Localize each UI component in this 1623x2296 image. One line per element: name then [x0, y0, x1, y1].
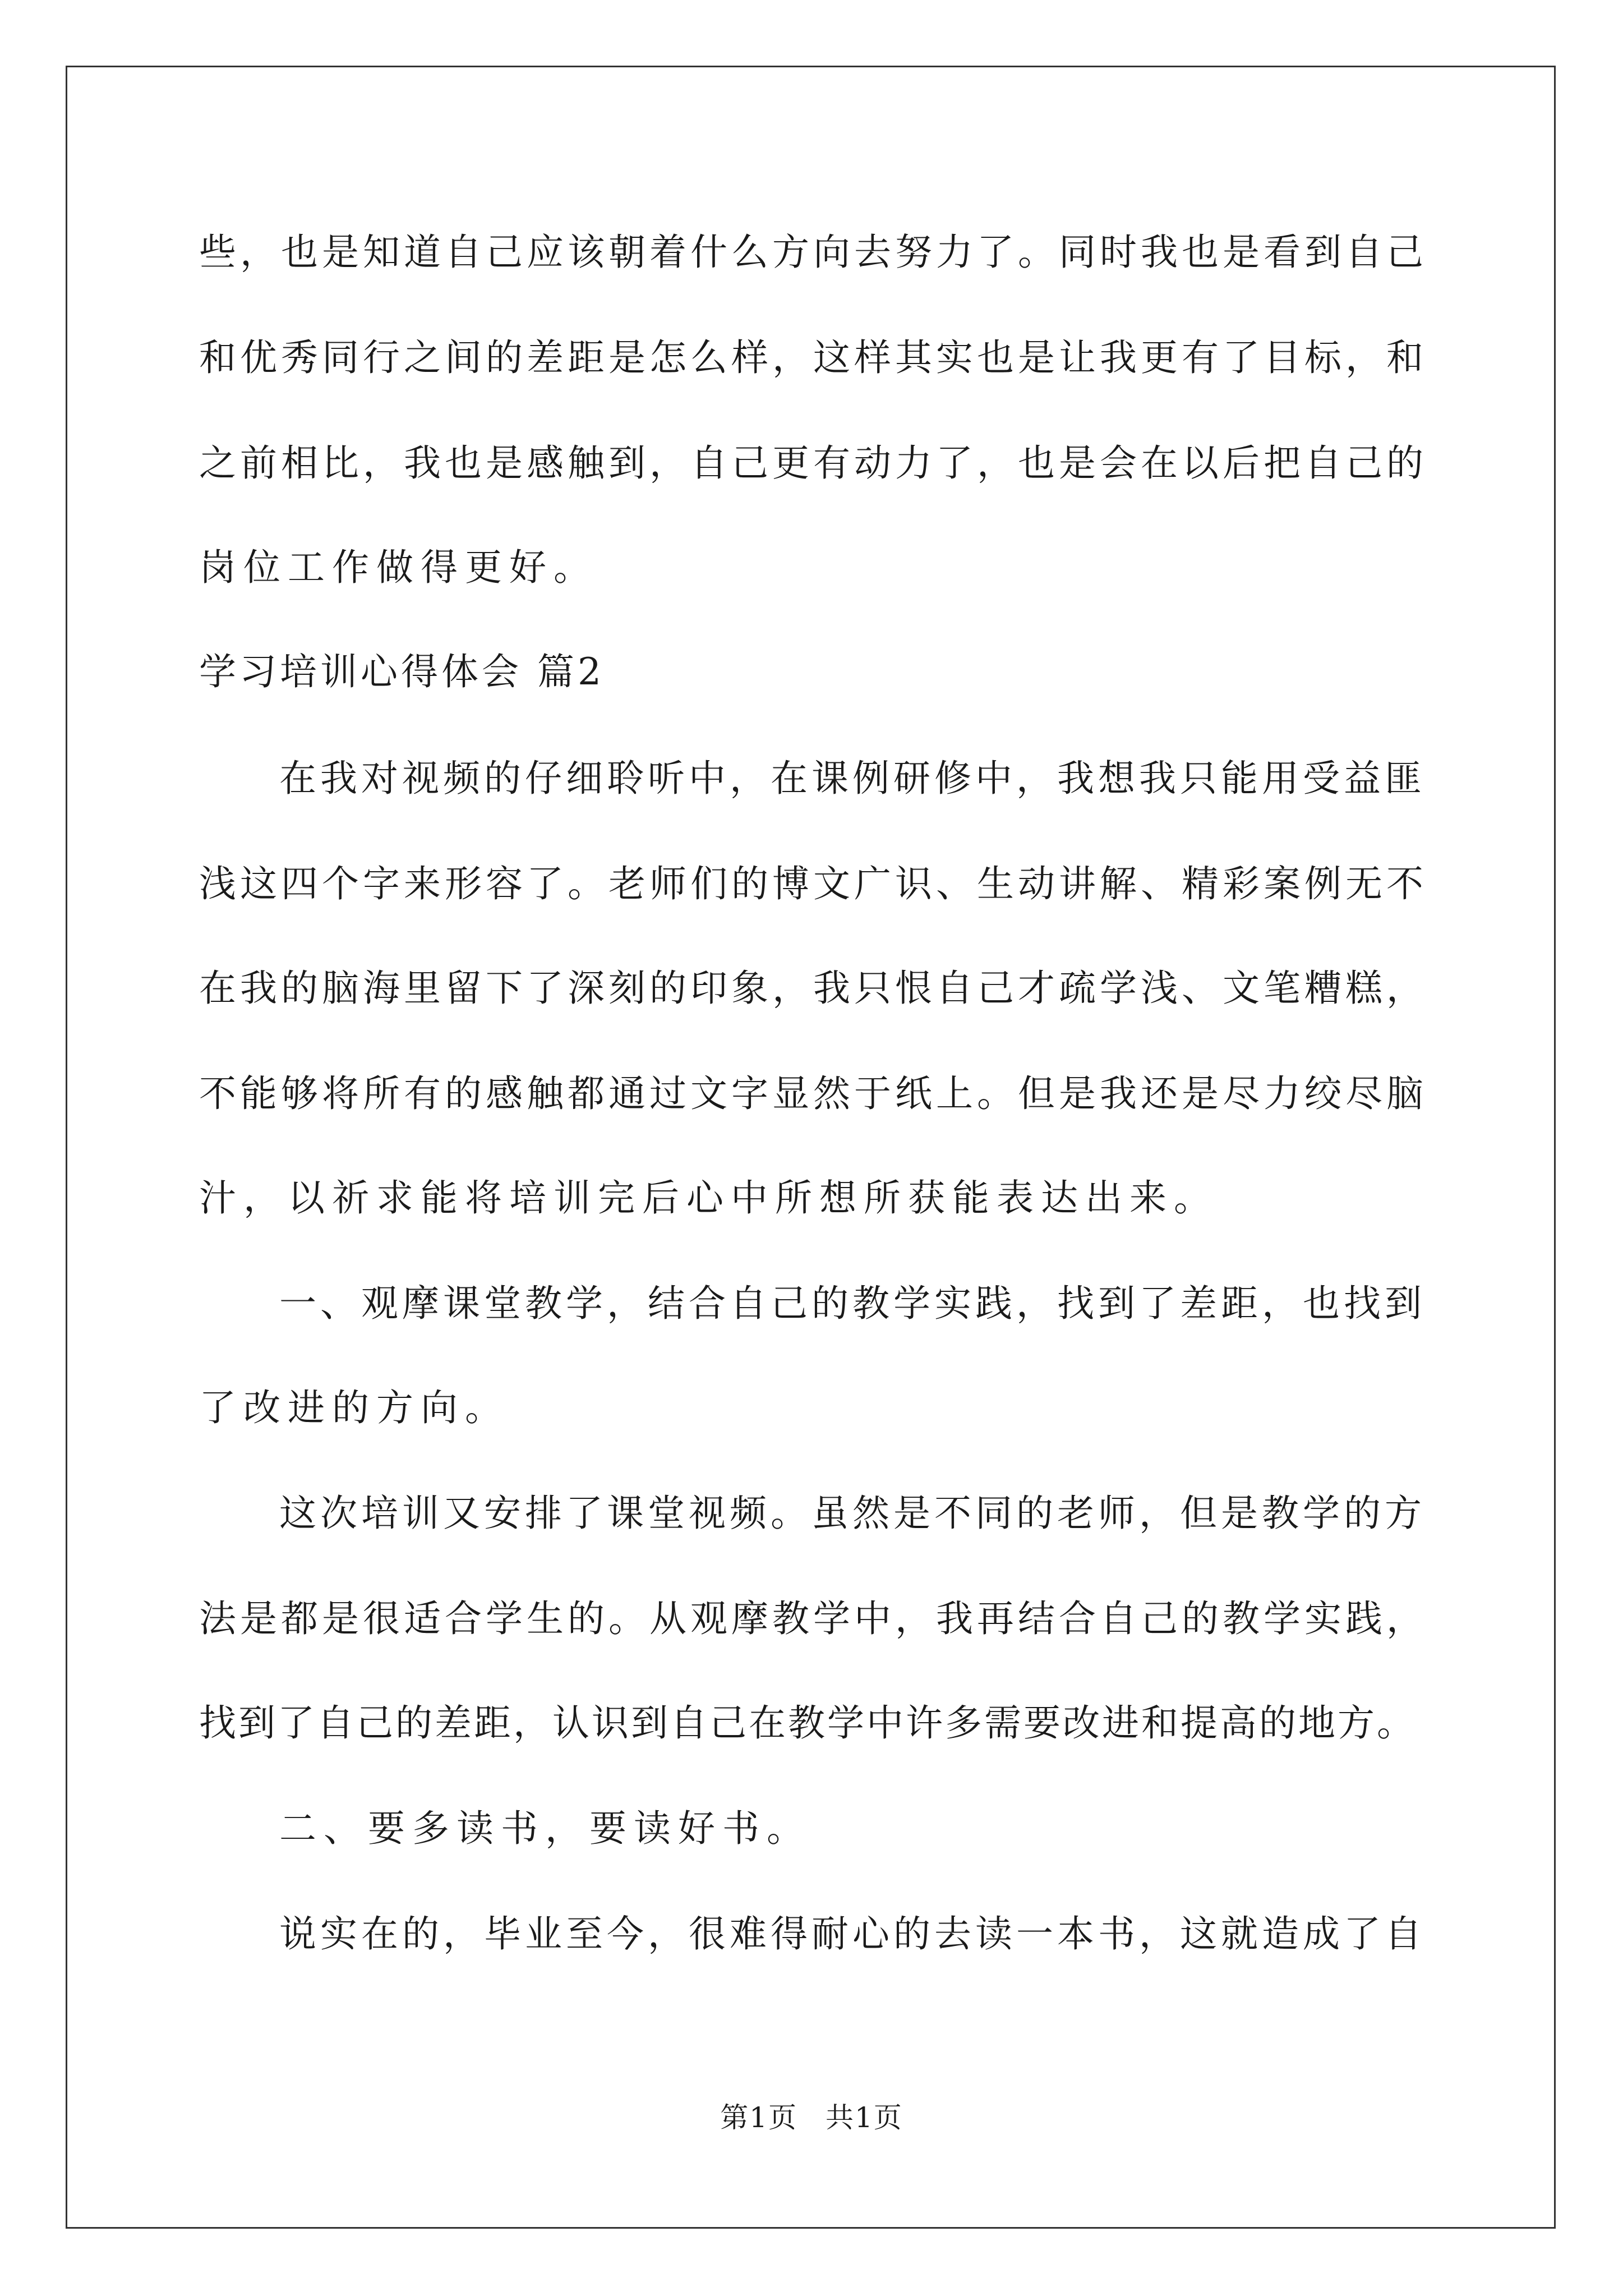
body-line: 不能够将所有的感触都通过文字显然于纸上。但是我还是尽力绞尽脑 [199, 1072, 1427, 1115]
page-footer [0, 2101, 1623, 2134]
body-line: 这次培训又安排了课堂视频。虽然是不同的老师，但是教学的方 [279, 1492, 1426, 1535]
page-total: 共1页 [826, 2101, 903, 2134]
body-line: 说实在的，毕业至今，很难得耐心的去读一本书，这就造成了自 [279, 1912, 1426, 1955]
body-line: 和优秀同行之间的差距是怎么样，这样其实也是让我更有了目标，和 [199, 336, 1427, 379]
page-number: 第1页 [720, 2101, 797, 2134]
body-line: 了改进的方向。 [199, 1386, 509, 1429]
body-line: 些，也是知道自己应该朝着什么方向去努力了。同时我也是看到自己 [199, 231, 1427, 274]
body-line: 浅这四个字来形容了。老师们的博文广识、生动讲解、精彩案例无不 [199, 862, 1427, 905]
body-line: 之前相比，我也是感触到，自己更有动力了，也是会在以后把自己的 [199, 441, 1427, 485]
body-line: 法是都是很适合学生的。从观摩教学中，我再结合自己的教学实践， [199, 1597, 1427, 1640]
body-line: 在我对视频的仔细聆听中，在课例研修中，我想我只能用受益匪 [279, 757, 1426, 800]
body-line: 二、要多读书，要读好书。 [279, 1807, 811, 1850]
page-border [66, 66, 1556, 2229]
body-line: 岗位工作做得更好。 [199, 546, 598, 589]
section-heading: 学习培训心得体会 篇2 [199, 650, 605, 693]
body-line: 汁，以祈求能将培训完后心中所想所获能表达出来。 [199, 1176, 1218, 1220]
body-line: 在我的脑海里留下了深刻的印象，我只恨自己才疏学浅、文笔糟糕， [199, 967, 1427, 1010]
body-line: 找到了自己的差距，认识到自己在教学中许多需要改进和提高的地方。 [199, 1701, 1416, 1745]
body-line: 一、观摩课堂教学，结合自己的教学实践，找到了差距，也找到 [279, 1282, 1426, 1325]
